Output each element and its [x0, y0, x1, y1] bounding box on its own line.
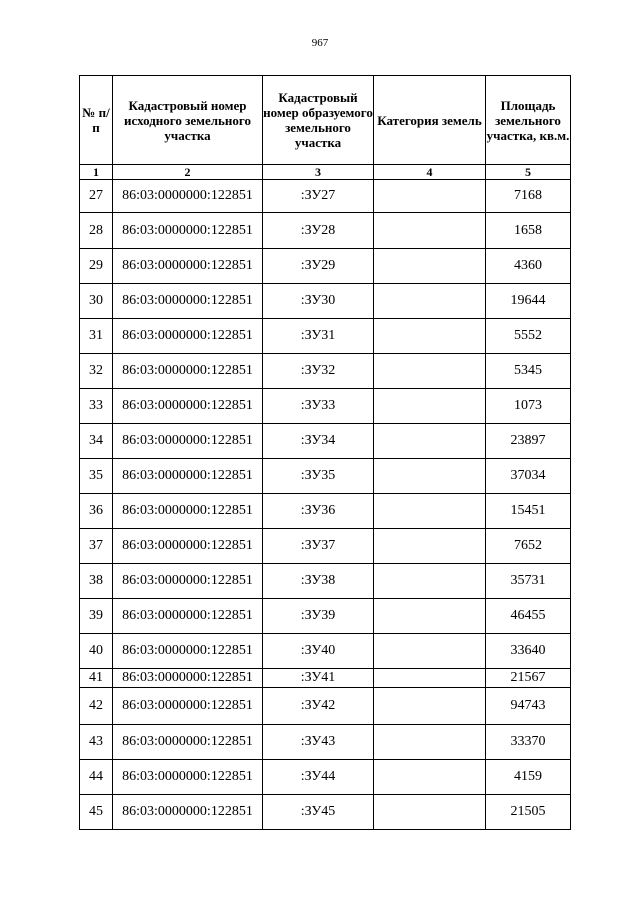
land-category-cell [374, 213, 486, 249]
land-plots-table [79, 75, 571, 830]
new-plot-cell: :ЗУ36 [263, 494, 374, 529]
new-plot-cell: :ЗУ40 [263, 634, 374, 669]
page-number: 967 [311, 37, 329, 49]
area-cell: 1073 [486, 389, 571, 424]
table-row [80, 669, 571, 688]
row-number-cell: 41 [80, 669, 113, 688]
column-number: 3 [263, 165, 374, 180]
source-cadastral-cell: 86:03:0000000:122851 [113, 725, 263, 760]
new-plot-cell: :ЗУ42 [263, 688, 374, 725]
new-plot-cell: :ЗУ34 [263, 424, 374, 459]
row-number-cell: 39 [80, 599, 113, 634]
land-category-cell [374, 389, 486, 424]
area-cell: 46455 [486, 599, 571, 634]
area-cell: 21505 [486, 795, 571, 830]
row-number-cell: 33 [80, 389, 113, 424]
land-category-cell [374, 180, 486, 213]
area-cell: 4159 [486, 760, 571, 795]
table-row [80, 284, 571, 319]
row-number-cell: 28 [80, 213, 113, 249]
header-source-cadastral: Кадастровый номер исходного земельного участка [113, 76, 263, 165]
row-number-cell: 40 [80, 634, 113, 669]
source-cadastral-cell: 86:03:0000000:122851 [113, 564, 263, 599]
source-cadastral-cell: 86:03:0000000:122851 [113, 494, 263, 529]
source-cadastral-cell: 86:03:0000000:122851 [113, 634, 263, 669]
area-cell: 23897 [486, 424, 571, 459]
new-plot-cell: :ЗУ28 [263, 213, 374, 249]
land-category-cell [374, 760, 486, 795]
table-row [80, 459, 571, 494]
area-cell: 35731 [486, 564, 571, 599]
source-cadastral-cell: 86:03:0000000:122851 [113, 249, 263, 284]
table-row [80, 180, 571, 213]
row-number-cell: 31 [80, 319, 113, 354]
source-cadastral-cell: 86:03:0000000:122851 [113, 284, 263, 319]
table-row [80, 795, 571, 830]
new-plot-cell: :ЗУ29 [263, 249, 374, 284]
column-number-row [80, 165, 571, 180]
land-category-cell [374, 795, 486, 830]
table-body [80, 180, 571, 830]
table-row [80, 213, 571, 249]
land-category-cell [374, 529, 486, 564]
source-cadastral-cell: 86:03:0000000:122851 [113, 669, 263, 688]
area-cell: 33640 [486, 634, 571, 669]
area-cell: 21567 [486, 669, 571, 688]
land-category-cell [374, 564, 486, 599]
table-row [80, 564, 571, 599]
column-number: 4 [374, 165, 486, 180]
area-cell: 7652 [486, 529, 571, 564]
area-cell: 7168 [486, 180, 571, 213]
area-cell: 1658 [486, 213, 571, 249]
table-row [80, 634, 571, 669]
land-category-cell [374, 599, 486, 634]
table-row [80, 319, 571, 354]
land-category-cell [374, 688, 486, 725]
table-header-row [80, 76, 571, 165]
new-plot-cell: :ЗУ35 [263, 459, 374, 494]
new-plot-cell: :ЗУ30 [263, 284, 374, 319]
row-number-cell: 45 [80, 795, 113, 830]
new-plot-cell: :ЗУ27 [263, 180, 374, 213]
row-number-cell: 27 [80, 180, 113, 213]
table-row [80, 389, 571, 424]
row-number-cell: 37 [80, 529, 113, 564]
header-land-category: Категория земель [374, 76, 486, 165]
header-row-number: № п/п [80, 76, 113, 165]
table-row [80, 354, 571, 389]
table-row [80, 249, 571, 284]
land-category-cell [374, 424, 486, 459]
land-category-cell [374, 319, 486, 354]
source-cadastral-cell: 86:03:0000000:122851 [113, 354, 263, 389]
row-number-cell: 35 [80, 459, 113, 494]
new-plot-cell: :ЗУ38 [263, 564, 374, 599]
row-number-cell: 43 [80, 725, 113, 760]
source-cadastral-cell: 86:03:0000000:122851 [113, 688, 263, 725]
land-category-cell [374, 354, 486, 389]
table-row [80, 424, 571, 459]
source-cadastral-cell: 86:03:0000000:122851 [113, 180, 263, 213]
land-category-cell [374, 459, 486, 494]
source-cadastral-cell: 86:03:0000000:122851 [113, 424, 263, 459]
column-number: 1 [80, 165, 113, 180]
header-area: Площадь земельного участка, кв.м. [486, 76, 571, 165]
new-plot-cell: :ЗУ43 [263, 725, 374, 760]
source-cadastral-cell: 86:03:0000000:122851 [113, 795, 263, 830]
land-category-cell [374, 669, 486, 688]
area-cell: 94743 [486, 688, 571, 725]
row-number-cell: 32 [80, 354, 113, 389]
column-number: 2 [113, 165, 263, 180]
source-cadastral-cell: 86:03:0000000:122851 [113, 529, 263, 564]
land-category-cell [374, 494, 486, 529]
table-row [80, 494, 571, 529]
row-number-cell: 42 [80, 688, 113, 725]
row-number-cell: 30 [80, 284, 113, 319]
new-plot-cell: :ЗУ39 [263, 599, 374, 634]
area-cell: 4360 [486, 249, 571, 284]
area-cell: 15451 [486, 494, 571, 529]
source-cadastral-cell: 86:03:0000000:122851 [113, 760, 263, 795]
new-plot-cell: :ЗУ44 [263, 760, 374, 795]
area-cell: 37034 [486, 459, 571, 494]
row-number-cell: 44 [80, 760, 113, 795]
source-cadastral-cell: 86:03:0000000:122851 [113, 459, 263, 494]
area-cell: 5345 [486, 354, 571, 389]
area-cell: 5552 [486, 319, 571, 354]
new-plot-cell: :ЗУ32 [263, 354, 374, 389]
land-category-cell [374, 634, 486, 669]
land-category-cell [374, 725, 486, 760]
new-plot-cell: :ЗУ31 [263, 319, 374, 354]
row-number-cell: 29 [80, 249, 113, 284]
column-number: 5 [486, 165, 571, 180]
row-number-cell: 34 [80, 424, 113, 459]
table-row [80, 599, 571, 634]
new-plot-cell: :ЗУ37 [263, 529, 374, 564]
table-row [80, 529, 571, 564]
new-plot-cell: :ЗУ33 [263, 389, 374, 424]
row-number-cell: 38 [80, 564, 113, 599]
land-category-cell [374, 284, 486, 319]
source-cadastral-cell: 86:03:0000000:122851 [113, 319, 263, 354]
table-row [80, 688, 571, 725]
header-new-cadastral: Кадастровый номер образуемого земельного участка [263, 76, 374, 165]
source-cadastral-cell: 86:03:0000000:122851 [113, 389, 263, 424]
table-row [80, 760, 571, 795]
new-plot-cell: :ЗУ41 [263, 669, 374, 688]
table-row [80, 725, 571, 760]
area-cell: 19644 [486, 284, 571, 319]
row-number-cell: 36 [80, 494, 113, 529]
area-cell: 33370 [486, 725, 571, 760]
land-category-cell [374, 249, 486, 284]
new-plot-cell: :ЗУ45 [263, 795, 374, 830]
source-cadastral-cell: 86:03:0000000:122851 [113, 213, 263, 249]
source-cadastral-cell: 86:03:0000000:122851 [113, 599, 263, 634]
